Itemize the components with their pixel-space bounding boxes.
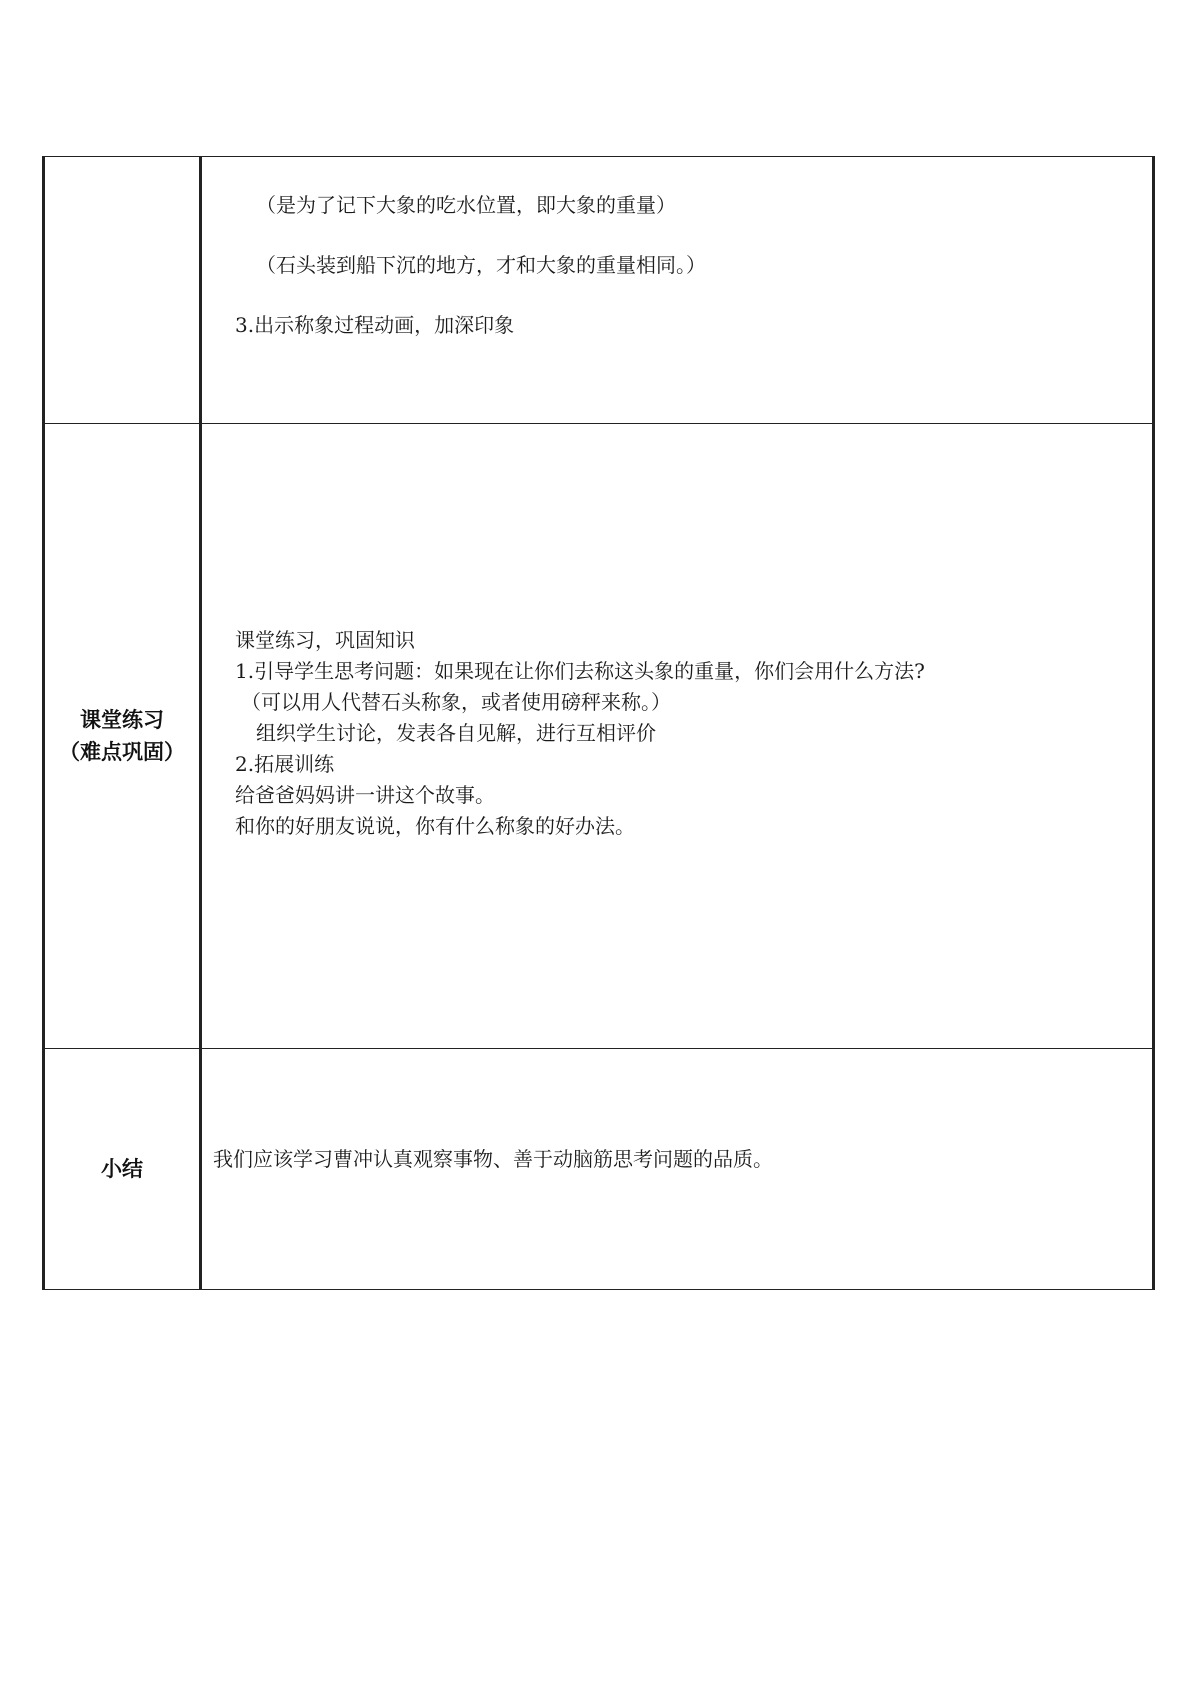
lesson-plan-table (42, 156, 1155, 1290)
content-line: 1.引导学生思考问题：如果现在让你们去称这头象的重量，你们会用什么方法? (235, 659, 925, 683)
row-label-subtitle: （难点巩固） (59, 740, 185, 764)
row-label-title: 小结 (101, 1157, 143, 1181)
content-line: （是为了记下大象的吃水位置，即大象的重量） (256, 193, 676, 217)
row-content-cell (201, 424, 1154, 1049)
content-line: 3.出示称象过程动画，加深印象 (235, 313, 515, 337)
content-line: （石头装到船下沉的地方，才和大象的重量相同。） (256, 253, 706, 277)
content-line: 课堂练习，巩固知识 (235, 628, 415, 652)
row-label-cell (44, 157, 201, 424)
table-row (44, 424, 1154, 1049)
content-line: 2.拓展训练 (235, 752, 335, 776)
content-line: 我们应该学习曹冲认真观察事物、善于动脑筋思考问题的品质。 (213, 1147, 773, 1171)
content-line: 组织学生讨论，发表各自见解，进行互相评价 (256, 721, 656, 745)
row-content-cell (201, 1049, 1154, 1290)
table-row (44, 1049, 1154, 1290)
row-label-cell (44, 1049, 201, 1290)
content-line: 和你的好朋友说说，你有什么称象的好办法。 (235, 814, 635, 838)
content-line: 给爸爸妈妈讲一讲这个故事。 (235, 783, 495, 807)
row-content-cell (201, 157, 1154, 424)
content-line: （可以用人代替石头称象，或者使用磅秤来称。） (241, 690, 671, 714)
row-label-title: 课堂练习 (80, 708, 164, 732)
table-row (44, 157, 1154, 424)
row-label-cell (44, 424, 201, 1049)
